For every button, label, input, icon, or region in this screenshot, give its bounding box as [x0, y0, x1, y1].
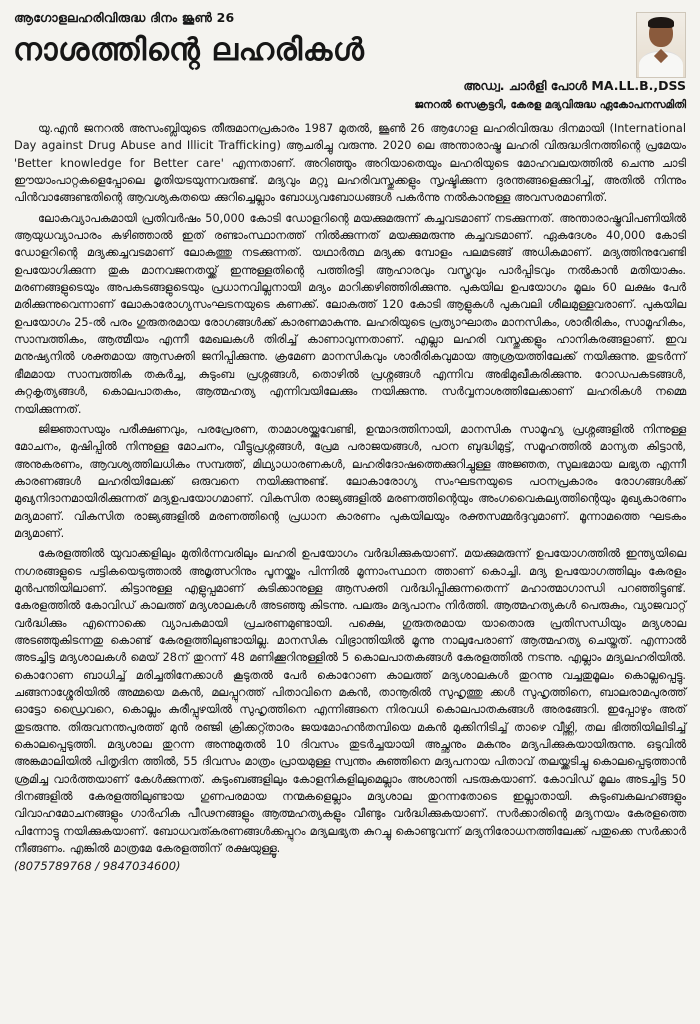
article-body [14, 120, 686, 873]
article-kicker: ആഗോളലഹരിവിരുദ്ധ ദിനം ജൂൺ 26 [14, 10, 235, 25]
author-byline: അഡ്വ. ചാർളി പോൾ MA.LL.B.,DSS [463, 78, 686, 93]
article-paragraph: കേരളത്തിൽ യുവാക്കളിലും മുതിർന്നവരിലും ലഹരി ഉപയോഗം വർദ്ധിക്കുകയാണ്. മയക്കുമരുന്ന് ഉപയോഗത്തിൽ ഇന്ത്യയിലെ നഗരങ്ങളുടെ പട്ടികയെടുത്താൽ അമൃത്സറിനും പൂനയ്ക്കും പിന്നിൽ മൂന്നാംസ്ഥാന ത്താണ് കൊച്ചി. മദ്യ ഉപയോഗത്തിലും കേരളം മുൻപന്തിയിലാണ്. കിട്ടാനുള്ള എളുപ്പമാണ് കുടിക്കാനുള്ള ആസക്തി വർദ്ധിപ്പിക്കുന്നതെന്ന് മഹാത്മാഗാന്ധി പറഞ്ഞിട്ടുണ്ട്. കേരളത്തിൽ കോവിഡ് കാലത്ത് മദ്യശാലകൾ അടഞ്ഞു കിടന്നു. പലരും മദ്യപാനം നിർത്തി. ആത്മഹത്യകൾ പെരുകും, വ്യാജവാറ്റ് വർദ്ധിക്കും എന്നൊക്കെ വ്യാപകമായി പ്രചരണമുണ്ടായി. പക്ഷെ, ഗുരുതരമായ യാതൊരു പ്രതിസന്ധിയും മദ്യശാല അടഞ്ഞുകിടന്നതു കൊണ്ട് കേരളത്തിലുണ്ടായില്ല. മാനസിക വിഭ്രാന്തിയിൽ മൂന്നു നാലുപേരാണ് ആത്മഹത്യ ചെയ്തത്. എന്നാൽ അടച്ചിട്ട മദ്യശാലകൾ മെയ് 28ന് തുറന്ന് 48 മണിക്കൂറിനുള്ളിൽ 5 കൊലപാതകങ്ങൾ കേരളത്തിൽ നടന്നു. എല്ലാം മദ്യലഹരിയിൽ. കൊറോണ ബാധിച്ച് മരിച്ചതിനേക്കാൾ കൂടുതൽ പേർ കൊറോണ കാലത്ത് മദ്യശാലകൾ തുറന്നു വച്ചതുമൂലം കൊല്ലപ്പെട്ടു. ചങ്ങനാശ്ശേരിയിൽ അമ്മയെ മകൻ, മലപ്പുറത്ത് പിതാവിനെ മകൻ, താനൂരിൽ സുഹൃത്തു ക്കൾ സുഹൃത്തിനെ, ബാലരാമപുരത്ത് ഓട്ടോ ഡ്രൈവറെ, കൊല്ലം കുരീപ്പുഴയിൽ സുഹൃത്തിനെ എന്നിങ്ങനെ നിരവധി കൊലപാതകങ്ങൾ അരങ്ങേറി. ഇപ്പോഴും അത് തുടരുന്നു. തിരുവനന്തപുരത്ത് മുൻ രഞ്ജി ക്രിക്കറ്റ്താരം ജയമോഹൻതമ്പിയെ മകൻ മുക്കിനിടിച്ച് താഴെ വീഴ്ത്തി, തല ഭിത്തിയിലിടിച്ച് കൊലപ്പെടുത്തി. മദ്യശാല തുറന്ന അന്നുമുതൽ 10 ദിവസം തുടർച്ചയായി അച്ഛനും മകനും മദ്യപിക്കുകയായിരുന്നു. ഒടുവിൽ അങ്കമാലിയിൽ പിതൃദിന ത്തിൽ, 55 ദിവസം മാത്രം പ്രായമുള്ള സ്വന്തം കുഞ്ഞിനെ മദ്യപനായ പിതാവ് തലയ്ക്കടിച്ചു കൊലപ്പെടുത്താൻ ശ്രമിച്ച വാർത്തയാണ് കേൾക്കുന്നത്. കുടുംബങ്ങളിലും കോളനികളിലുമെല്ലാം അശാന്തി പടരുകയാണ്. കോവിഡ് മൂലം അടച്ചിട്ട 50 ദിനങ്ങളിൽ കേരളത്തിലുണ്ടായ ഗുണപരമായ നന്മകളെല്ലാം മദ്യശാല തുറന്നതോടെ ഇല്ലാതായി. കുടുംബകലഹങ്ങളും വിവാഹമോചനങ്ങളും ഗാർഹിക പീഢനങ്ങളും ആത്മഹത്യകളും വീണ്ടും വർദ്ധിക്കുകയാണ്. സർക്കാരിന്റെ മദ്യനയം കേരളത്തെ പിന്നോട്ടു നയിക്കുകയാണ്. ബോധവത്കരണങ്ങൾക്കപ്പുറം മദ്യലഭ്യത കുറച്ചു കൊണ്ടുവന്ന് മദ്യനിരോധനത്തിലേക്ക് പതുക്കെ സർക്കാർ നീങ്ങണം. എങ്കിൽ മാത്രമേ കേരളത്തിന് രക്ഷയുള്ളൂ. [14, 547, 686, 856]
author-photo [636, 12, 686, 78]
article-headline: നാശത്തിന്റെ ലഹരികൾ [13, 32, 365, 68]
article-paragraph: ജിജ്ഞാസയും പരീക്ഷണവും, പരപ്രേരണ, താമാശയ്ക്കുവേണ്ടി, ഉന്മാദത്തിനായി, മാനസിക സാമൂഹ്യ പ്രശ്നങ്ങളിൽ നിന്നുള്ള മോചനം, മുഷിപ്പിൽ നിന്നുള്ള മോചനം, വീട്ടുപ്രശ്നങ്ങൾ, പ്രേമ പരാജയങ്ങൾ, പഠന ബുദ്ധിമുട്ട്, സമൂഹത്തിൽ മാന്യത കിട്ടാൻ, അനുകരണം, ആവശ്യത്തിലധികം സമ്പത്ത്, മിഥ്യാധാരണകൾ, ലഹരിദോഷത്തെക്കുറിച്ചുള്ള അജ്ഞത, സുലഭമായ ലഭ്യത എന്നീ കാരണങ്ങൾ ലഹരിയിലേക്ക് ഒരുവനെ നയിക്കുന്നുണ്ട്. ലോകാരോഗ്യ സംഘടനയുടെ പഠനപ്രകാരം രോഗങ്ങൾക്ക് മുഖ്യനിദാനമായിരിക്കുന്നത് മദ്യഉപയോഗമാണ്. വികസിത രാജ്യങ്ങളിൽ മരണത്തിന്റെയും അംഗവൈകല്യത്തിന്റെയും മുഖ്യകാരണം മദ്യമാണ്. വികസിത രാജ്യങ്ങളിൽ മരണത്തിന്റെ പ്രധാന കാരണം പുകയിലയും രക്തസമ്മർദ്ദവുമാണ്. മൂന്നാമത്തെ ഘടകം മദ്യമാണ്. [14, 422, 686, 540]
article-paragraph: യു.എൻ ജനറൽ അസംബ്ലിയുടെ തീരുമാനപ്രകാരം 1987 മുതൽ, ജൂൺ 26 ആഗോള ലഹരിവിരുദ്ധ ദിനമായി (International Day against Drug Abuse and Illicit Trafficking) ആചരിച്ചു വരുന്നു. 2020 ലെ അന്താരാഷ്ട്ര ലഹരി വിരുദ്ധദിനത്തിന്റെ പ്രമേയം 'Better knowledge for Better care' എന്നതാണ്. അറിഞ്ഞും അറിയാതെയും ലഹരിയുടെ മോഹവലയത്തിൽ ചെന്നു ചാടി ഈയാംപാറ്റകളെപ്പോലെ മൃതിയടയുന്നവരുണ്ട്. മദ്യവും മറ്റു ലഹരിവസ്തുക്കളും സൃഷ്ടിക്കുന്ന ദുരന്തങ്ങളെക്കുറിച്ച്, അതിൽ നിന്നും പിൻവാങ്ങേണ്ടതിന്റെ ആവശ്യകതയെ ക്കുറിച്ചെല്ലാം ബോധ്യവബോധങ്ങൾ പകർന്നു നൽകാനുള്ള അവസരമാണിത്. [14, 122, 686, 205]
author-position: ജനറൽ സെക്രട്ടറി, കേരള മദ്യവിരുദ്ധ ഏകോപനസമിതി [414, 99, 686, 111]
author-contact: (8075789768 / 9847034600) [14, 859, 181, 874]
author-photo-hair [648, 17, 674, 28]
article-paragraph: ലോകവ്യാപകമായി പ്രതിവർഷം 50,000 കോടി ഡോളറിന്റെ മയക്കുമരുന്ന് കച്ചവടമാണ് നടക്കുന്നത്. അന്താരാഷ്ട്രവിപണിയിൽ ആയുധവ്യാപാരം കഴിഞ്ഞാൽ ഇത് രണ്ടാംസ്ഥാനത്ത് നിൽക്കുന്നത് മയക്കുമരുന്നു കച്ചവടമാണ്. ഏകദേശം 40,000 കോടി ഡോളറിന്റെ മദ്യക്കച്ചവടമാണ് ലോകത്തു നടക്കുന്നത്. യഥാർത്ഥ മദ്യക്ക മ്പോളം പലമടങ്ങ് അധികമാണ്. മദ്യത്തിനുവേണ്ടി ഉപയോഗിക്കുന്ന തുക മാനവജനതയ്ക്ക് ഇന്നുള്ളതിന്റെ പത്തിരട്ടി ആഹാരവും വസ്ത്രവും പാർപ്പിടവും നൽകാൻ മതിയാകും. മരണങ്ങളുടെയും അപകടങ്ങളുടെയും പ്രധാനവില്ലനായി മദ്യം മാറിക്കഴിഞ്ഞിരിക്കുന്നു. പുകയില ഉപയോഗം മൂലം 60 ലക്ഷം പേർ മരിക്കുന്നുവെന്നാണ് ലോകാരോഗ്യസംഘടനയുടെ കണക്ക്. ലോകത്ത് 120 കോടി ആളുകൾ പുകവലി ശീലമുള്ളവരാണ്. പുകയില ഉപയോഗം 25-ൽ പരം ഗുരുതരമായ രോഗങ്ങൾക്ക് കാരണമാകുന്നു. ലഹരിയുടെ പ്രത്യാഘാതം മാനസികം, ശാരീരികം, സാമൂഹികം, സാമ്പത്തികം, ആത്മീയം എന്നീ മേഖലകൾ തിരിച്ച് കാണാവുന്നതാണ്. എല്ലാ ലഹരി വസ്തുക്കളും ഹാനികരങ്ങളാണ്. ഇവ മനുഷ്യനിൽ ശക്തമായ ആസക്തി ജനിപ്പിക്കുന്നു. ക്രമേണ മാനസികവും ശാരീരികവുമായ ആശ്രയത്തിലേക്ക് നയിക്കുന്നു. തുടർന്ന് ഭീമമായ സാമ്പത്തിക തകർച്ച, കുടുംബ പ്രശ്നങ്ങൾ, തൊഴിൽ പ്രശ്നങ്ങൾ എന്നിവ അഭിമുഖീകരിക്കുന്നു. റോഡപകടങ്ങൾ, കുറ്റകൃത്യങ്ങൾ, കൊലപാതകം, ആത്മഹത്യ എന്നിവയിലേക്കും നയിക്കുന്നു. സർവ്വനാശത്തിലേക്കാണ് ലഹരികൾ നമ്മെ നയിക്കുന്നത്. [14, 211, 686, 416]
